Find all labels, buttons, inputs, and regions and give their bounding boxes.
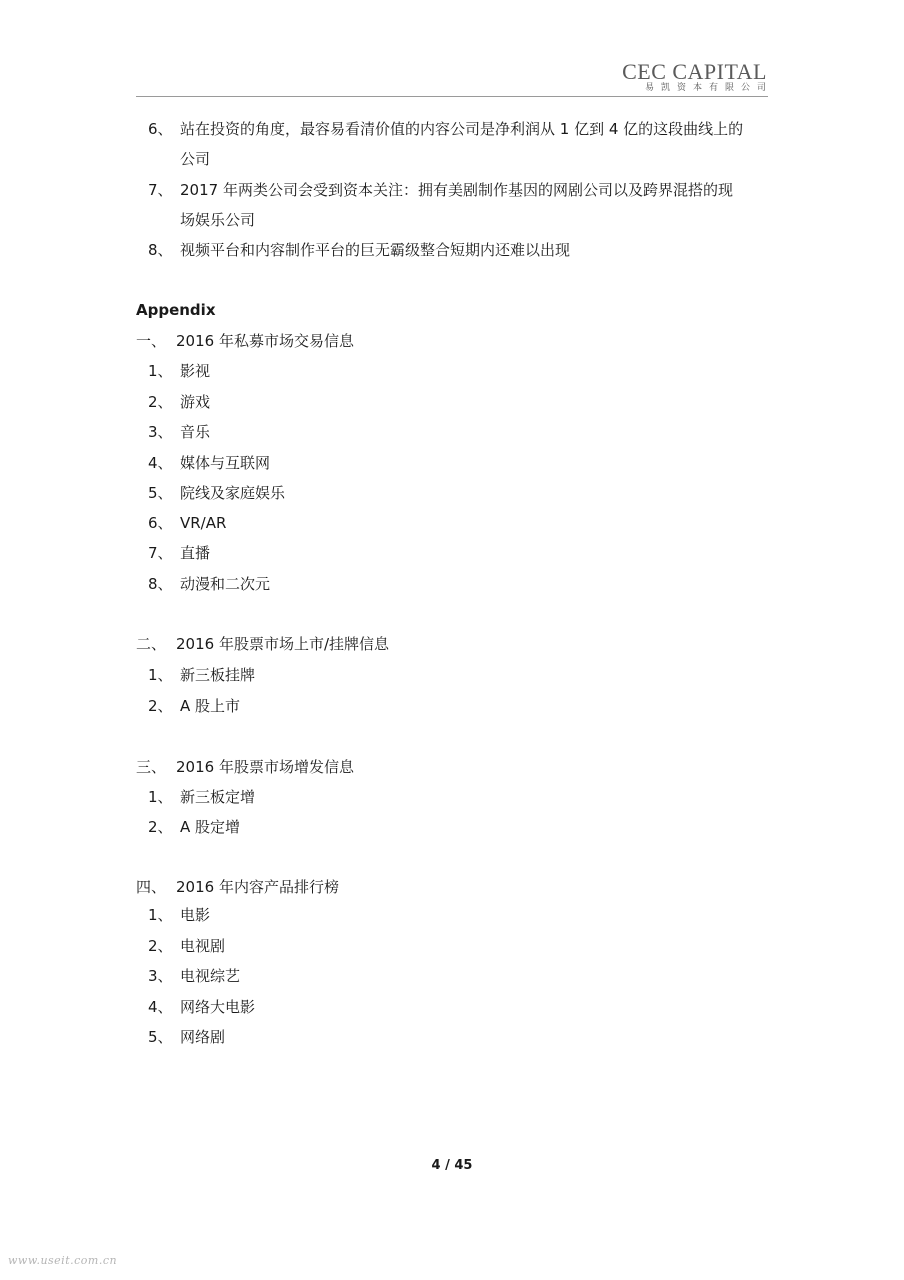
list-item-number: 7、 — [148, 544, 173, 562]
list-item-number: 2、 — [148, 393, 173, 411]
conclusion-number: 7、 — [148, 181, 173, 199]
header-logo — [622, 59, 773, 94]
list-item: A 股定增 — [180, 818, 241, 836]
list-item: 电影 — [180, 906, 211, 924]
list-item-number: 5、 — [148, 1028, 173, 1046]
list-item: 网络大电影 — [180, 998, 256, 1016]
list-item-number: 4、 — [148, 998, 173, 1016]
section-number: 一、 — [136, 332, 167, 350]
section-number: 四、 — [136, 878, 167, 896]
list-item: 新三板定增 — [180, 788, 256, 806]
list-item: 游戏 — [180, 393, 211, 411]
list-item: 媒体与互联网 — [180, 454, 271, 472]
list-item-number: 1、 — [148, 362, 173, 380]
list-item-number: 5、 — [148, 484, 173, 502]
list-item: 网络剧 — [180, 1028, 226, 1046]
appendix-heading: Appendix — [136, 301, 216, 319]
list-item: 新三板挂牌 — [180, 666, 256, 684]
logo-chinese: 易凯资本有限公司 — [644, 83, 773, 93]
section-title: 2016 年私募市场交易信息 — [176, 332, 354, 350]
list-item-number: 1、 — [148, 666, 173, 684]
list-item-number: 4、 — [148, 454, 173, 472]
list-item: 动漫和二次元 — [180, 575, 271, 593]
section-number: 二、 — [136, 635, 167, 653]
list-item: 院线及家庭娱乐 — [180, 484, 286, 502]
list-item: 影视 — [180, 362, 211, 380]
list-item-number: 3、 — [148, 967, 173, 985]
section-title: 2016 年股票市场增发信息 — [176, 758, 354, 776]
list-item: 电视综艺 — [180, 967, 241, 985]
list-item-number: 6、 — [148, 514, 173, 532]
conclusion-text: 视频平台和内容制作平台的巨无霸级整合短期内还难以出现 — [180, 241, 571, 259]
section-title: 2016 年股票市场上市/挂牌信息 — [176, 635, 389, 653]
section-title: 2016 年内容产品排行榜 — [176, 878, 339, 896]
section-number: 三、 — [136, 758, 167, 776]
list-item-number: 8、 — [148, 575, 173, 593]
conclusion-text-cont: 公司 — [180, 150, 211, 168]
header-divider — [136, 96, 768, 97]
list-item-number: 2、 — [148, 818, 173, 836]
conclusion-text: 2017 年两类公司会受到资本关注：拥有美剧制作基因的网剧公司以及跨界混搭的现 — [180, 181, 733, 199]
list-item: 电视剧 — [180, 937, 226, 955]
conclusion-number: 8、 — [148, 241, 173, 259]
watermark: www.useit.com.cn — [8, 1254, 118, 1267]
list-item-number: 1、 — [148, 906, 173, 924]
conclusion-text: 站在投资的角度，最容易看清价值的内容公司是净利润从 1 亿到 4 亿的这段曲线上的 — [180, 120, 744, 138]
list-item-number: 2、 — [148, 697, 173, 715]
list-item-number: 3、 — [148, 423, 173, 441]
list-item-number: 2、 — [148, 937, 173, 955]
list-item: VR/AR — [180, 514, 227, 532]
logo-english: CEC CAPITAL — [622, 59, 767, 84]
list-item: 直播 — [180, 544, 211, 562]
page-number: 4 / 45 — [431, 1158, 473, 1173]
conclusion-number: 6、 — [148, 120, 173, 138]
list-item: A 股上市 — [180, 697, 241, 715]
list-item: 音乐 — [180, 423, 211, 441]
list-item-number: 1、 — [148, 788, 173, 806]
conclusion-text-cont: 场娱乐公司 — [180, 211, 256, 229]
